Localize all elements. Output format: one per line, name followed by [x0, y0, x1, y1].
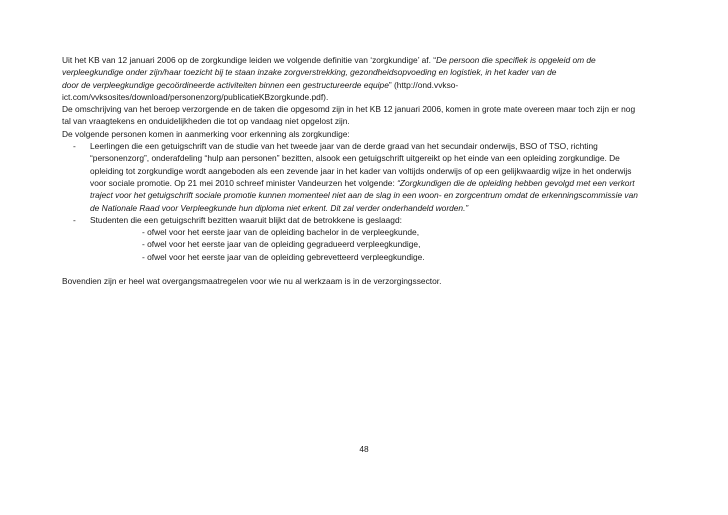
sub-item: - ofwel voor het eerste jaar van de opleiding gegradueerd verpleegkundige, [142, 239, 421, 250]
text-line: “personenzorg”, onderafdeling “hulp aan personen” bezitten, alsook een getuigschrift uitgereikt op het einde van een opleiding zorgkundige. De [90, 153, 620, 164]
sub-item: - ofwel voor het eerste jaar van de opleiding bachelor in de verpleegkunde, [142, 227, 420, 238]
text-line [62, 189, 702, 201]
text-line: De omschrijving van het beroep verzorgende en de taken die opgesomd zijn in het KB 12 januari 2006, komen in grote mate overeen maar toch zijn er nog [62, 104, 636, 115]
text-line [62, 54, 702, 66]
quote-span: traject voor het getuigschrift sociale promotie kunnen momenteel niet aan de slag in een woon- en zorgcentrum omdat de erkenningscommissie van [90, 190, 638, 201]
paragraph-eligibility [62, 128, 702, 140]
bullet-row [62, 214, 702, 226]
text-span: voor sociale promotie. Op 21 mei 2010 schreef minister Vandeurzen het volgende: [90, 177, 398, 188]
text-line: tal van vraagtekens en onduidelijkheden die tot op vandaag niet opgelost zijn. [62, 116, 350, 127]
quote-span: verpleegkundige onder zijn/haar toezicht bij te staan inzake zorgverstrekking, gezondheidsopvoeding en logistiek, in het kader van de [62, 67, 557, 78]
bullet-dash: - [73, 214, 76, 225]
quote-span: de Nationale Raad voor Verpleegkunde hun diploma niet erkent. Dit zal verder onderhandeld worden.” [90, 202, 469, 213]
text-line [62, 202, 702, 214]
bullet-item-students-nursing [62, 214, 702, 263]
quote-span: door de verpleegkundige gecoördineerde activiteiten binnen een gestructureerde equipe [62, 79, 389, 90]
text-line: Studenten die een getuigschrift bezitten waaruit blijkt dat de betrokkene is geslaagd: [90, 214, 402, 225]
paragraph-definition [62, 54, 702, 103]
text-line: Bovendien zijn er heel wat overgangsmaatregelen voor wie nu al werkzaam is in de verzorgingssector. [62, 276, 442, 287]
page-number: 48 [359, 444, 369, 454]
bullet-row [62, 140, 702, 152]
text-span: ” (http://ond.vvkso- [388, 79, 459, 90]
text-span: Uit het KB van 12 januari 2006 op de zorgkundige leiden we volgende definitie van ‘zorgkundige’ af. “ [62, 55, 437, 65]
text-line [62, 177, 702, 189]
page-body [62, 54, 702, 288]
url-text: ict.com/vvksosites/download/personenzorg/publicatieKBzorgkunde.pdf). [62, 91, 329, 102]
text-line: Leerlingen die een getuigschrift van de studie van het tweede jaar van de derde graad van het secundair onderwijs, BSO of TSO, richting [90, 141, 598, 152]
bullet-dash: - [73, 141, 76, 152]
quote-span: De persoon die specifiek is opgeleid om de [436, 55, 596, 65]
paragraph-description [62, 103, 702, 128]
quote-span: “Zorgkundigen die de opleiding hebben gevolgd met een verkort [397, 177, 635, 188]
sub-item: - ofwel voor het eerste jaar van de opleiding gebrevetteerd verpleegkundige. [142, 251, 425, 262]
text-line: De volgende personen komen in aanmerking voor erkenning als zorgkundige: [62, 128, 350, 139]
text-line [62, 66, 702, 78]
paragraph-transition [62, 275, 702, 287]
text-line: opleiding tot zorgkundige wordt aangeboden als een zevende jaar in het kader van voltijds onderwijs of op een gelijkwaardig wijze in het onderwijs [90, 165, 632, 176]
text-line [62, 79, 702, 91]
blank-line [62, 263, 702, 275]
bullet-item-students-secondary [62, 140, 702, 214]
text-line [62, 91, 702, 103]
